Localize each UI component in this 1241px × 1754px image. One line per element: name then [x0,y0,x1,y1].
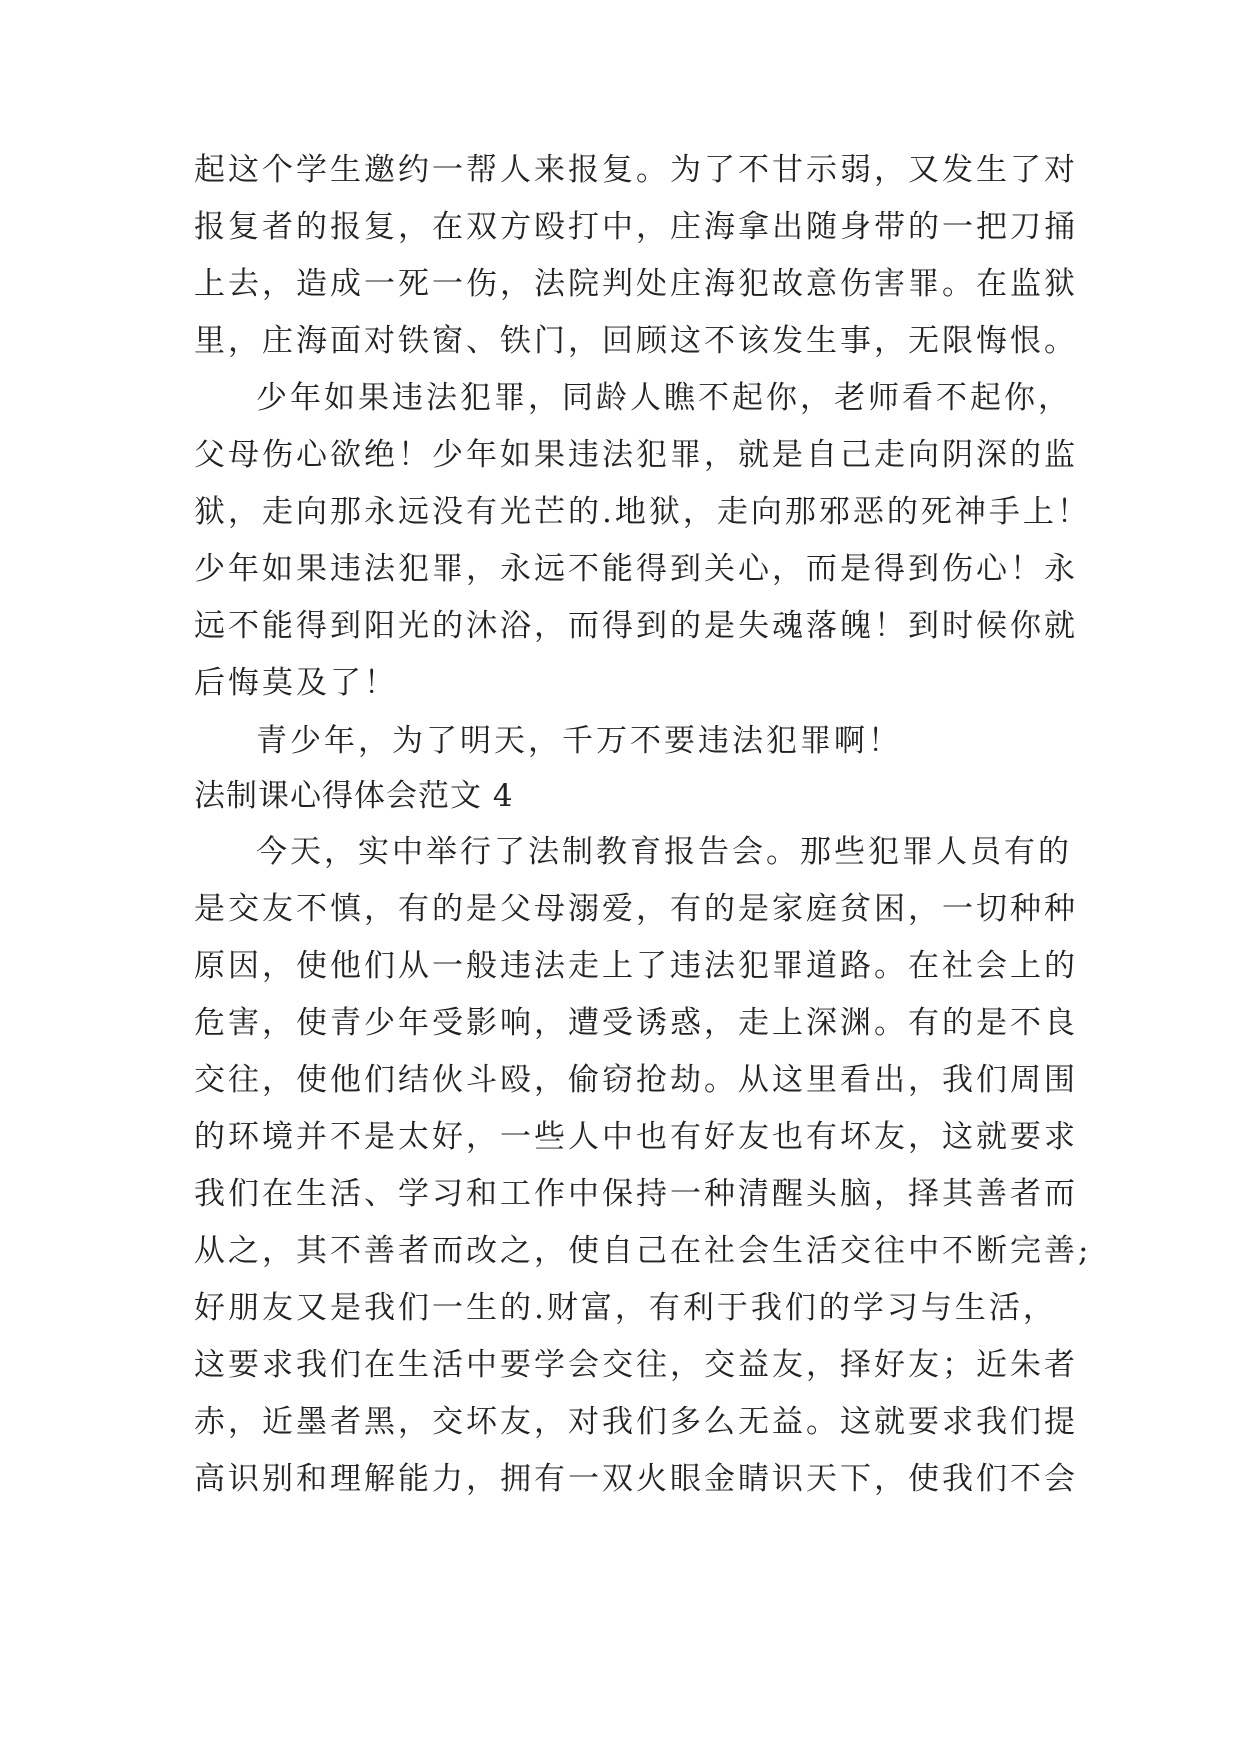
paragraph-line: 里，庄海面对铁窗、铁门，回顾这不该发生事，无限悔恨。 [194,323,1078,359]
paragraph-line: 的环境并不是太好，一些人中也有好友也有坏友，这就要求 [194,1119,1078,1155]
paragraph-line: 少年如果违法犯罪，同龄人瞧不起你，老师看不起你， [256,380,1072,416]
paragraph-line: 高识别和理解能力，拥有一双火眼金睛识天下，使我们不会 [194,1461,1078,1497]
paragraph-line: 青少年，为了明天，千万不要违法犯罪啊！ [256,723,902,759]
paragraph-line: 是交友不慎，有的是父母溺爱，有的是家庭贫困，一切种种 [194,891,1078,927]
paragraph-line: 报复者的报复，在双方殴打中，庄海拿出随身带的一把刀捅 [194,209,1078,245]
paragraph-line: 我们在生活、学习和工作中保持一种清醒头脑，择其善者而 [194,1176,1078,1212]
paragraph-line: 后悔莫及了！ [194,665,398,701]
paragraph-line: 交往，使他们结伙斗殴，偷窃抢劫。从这里看出，我们周围 [194,1062,1078,1098]
paragraph-line: 危害，使青少年受影响，遭受诱惑，走上深渊。有的是不良 [194,1005,1078,1041]
paragraph-line: 赤，近墨者黑，交坏友，对我们多么无益。这就要求我们提 [194,1404,1078,1440]
paragraph-line: 父母伤心欲绝！少年如果违法犯罪，就是自己走向阴深的监 [194,437,1078,473]
section-heading: 法制课心得体会范文 4 [194,778,514,814]
paragraph-line: 好朋友又是我们一生的.财富，有利于我们的学习与生活， [194,1290,1057,1326]
paragraph-line: 从之，其不善者而改之，使自己在社会生活交往中不断完善; [194,1233,1092,1269]
paragraph-line: 少年如果违法犯罪，永远不能得到关心，而是得到伤心！永 [194,551,1078,587]
paragraph-line: 这要求我们在生活中要学会交往，交益友，择好友；近朱者 [194,1347,1078,1383]
paragraph-line: 原因，使他们从一般违法走上了违法犯罪道路。在社会上的 [194,948,1078,984]
paragraph-line: 远不能得到阳光的沐浴，而得到的是失魂落魄！到时候你就 [194,608,1078,644]
paragraph-line: 今天，实中举行了法制教育报告会。那些犯罪人员有的 [256,834,1072,870]
paragraph-line: 狱，走向那永远没有光芒的.地狱，走向那邪恶的死神手上！ [194,494,1091,530]
paragraph-line: 起这个学生邀约一帮人来报复。为了不甘示弱，又发生了对 [194,152,1078,188]
paragraph-line: 上去，造成一死一伤，法院判处庄海犯故意伤害罪。在监狱 [194,266,1078,302]
